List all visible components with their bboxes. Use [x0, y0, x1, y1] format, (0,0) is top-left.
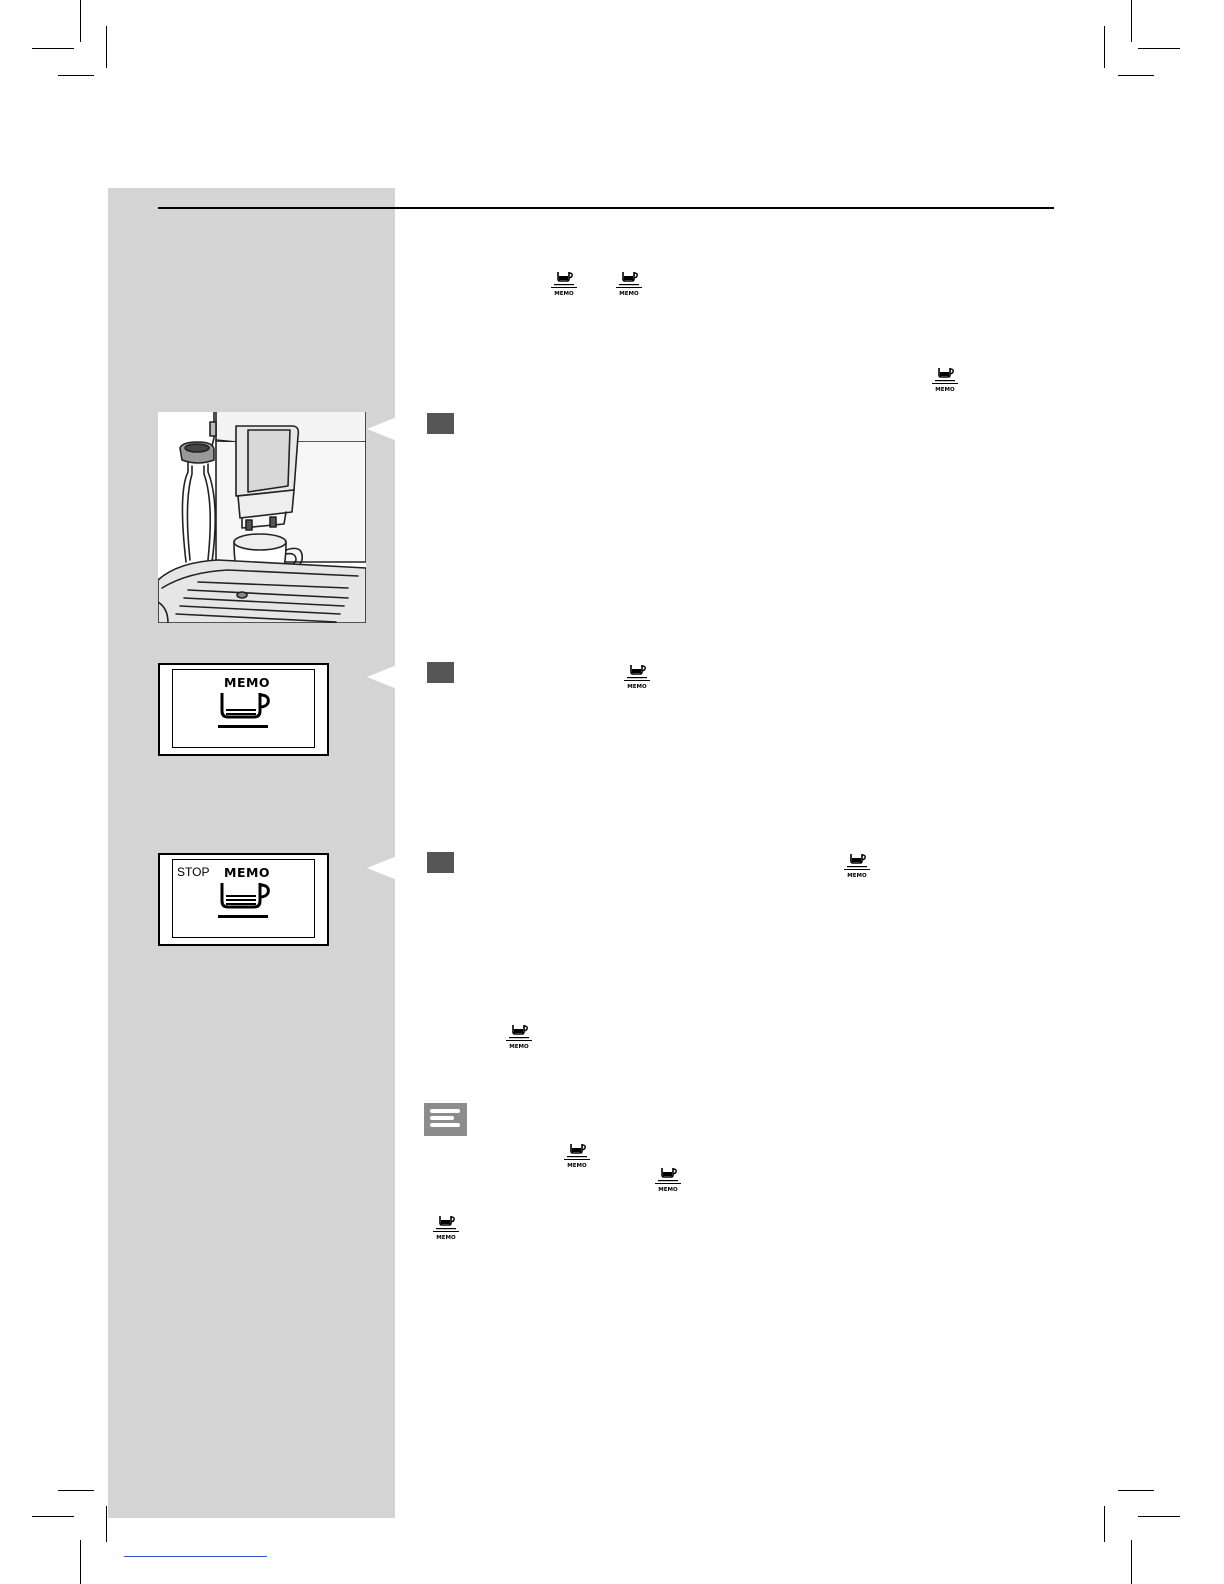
- note-line: [430, 1109, 460, 1113]
- crop-mark: [1118, 1490, 1154, 1491]
- crop-mark: [32, 48, 74, 49]
- crop-mark: [58, 1490, 94, 1491]
- memo-icon-label: MEMO: [554, 291, 574, 296]
- crop-mark: [1131, 1540, 1132, 1584]
- cup-memo-icon: [621, 663, 653, 689]
- note-line: [430, 1123, 460, 1127]
- espresso-machine-photo: [158, 412, 366, 623]
- cup-memo-icon: [841, 852, 873, 878]
- lcd-memo-label: MEMO: [224, 675, 271, 690]
- crop-mark: [32, 1516, 74, 1517]
- callout-pointer: [367, 856, 397, 880]
- crop-mark: [58, 75, 94, 76]
- crop-mark: [106, 26, 107, 68]
- crop-mark: [1138, 1516, 1180, 1517]
- memo-icon-label: MEMO: [847, 873, 867, 878]
- cup-icon: [218, 881, 278, 927]
- crop-mark: [1138, 48, 1180, 49]
- cup-memo-icon: [613, 270, 645, 296]
- crop-mark: [106, 1506, 107, 1542]
- header-rule: [158, 207, 1054, 209]
- crop-mark: [80, 0, 81, 42]
- cup-memo-icon: [503, 1023, 535, 1049]
- memo-icon-label: MEMO: [658, 1187, 678, 1192]
- crop-mark: [1104, 1506, 1105, 1542]
- cup-memo-icon: [929, 366, 961, 392]
- lcd-stop-label: STOP: [177, 865, 210, 879]
- footer-link-underline: [124, 1556, 267, 1557]
- memo-icon-label: MEMO: [509, 1044, 529, 1049]
- step-2-box: [427, 662, 454, 683]
- crop-mark: [1131, 0, 1132, 42]
- step-1-box: [427, 413, 454, 434]
- cup-memo-icon: [561, 1142, 593, 1168]
- lcd-memo-label: MEMO: [224, 865, 271, 880]
- crop-mark: [1118, 75, 1154, 76]
- cup-icon: [218, 691, 278, 737]
- memo-icon-label: MEMO: [935, 387, 955, 392]
- memo-icon-label: MEMO: [627, 684, 647, 689]
- crop-mark: [80, 1540, 81, 1584]
- callout-pointer: [367, 665, 397, 689]
- memo-icon-label: MEMO: [567, 1163, 587, 1168]
- note-line: [430, 1116, 454, 1120]
- cup-memo-icon: [430, 1214, 462, 1240]
- memo-icon-label: MEMO: [436, 1235, 456, 1240]
- step-3-box: [427, 852, 454, 873]
- espresso-machine-icon: [158, 412, 366, 623]
- memo-icon-label: MEMO: [619, 291, 639, 296]
- cup-memo-icon: [548, 270, 580, 296]
- lcd-display-stop-memo: [158, 853, 329, 946]
- lcd-display-memo: [158, 663, 329, 756]
- callout-pointer: [367, 417, 397, 441]
- crop-mark: [1104, 26, 1105, 68]
- cup-memo-icon: [652, 1166, 684, 1192]
- note-icon: [424, 1103, 467, 1136]
